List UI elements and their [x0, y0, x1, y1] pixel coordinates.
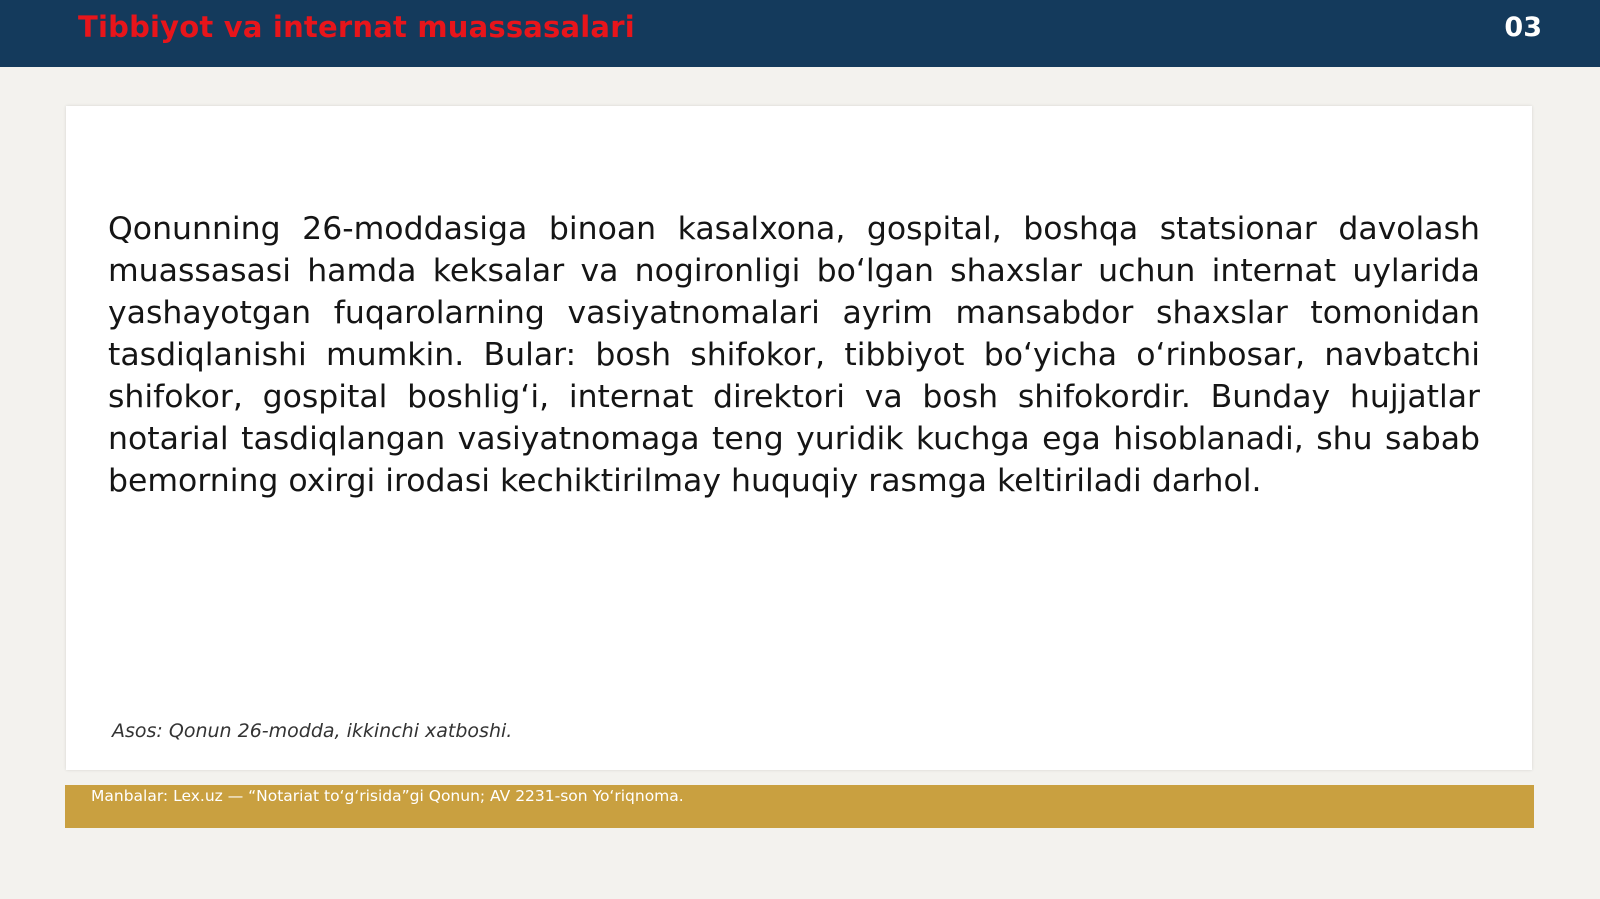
- footer-sources: Manbalar: Lex.uz — “Notariat to‘g‘risida”gi Qonun; AV 2231-son Yo‘riqnoma.: [91, 787, 684, 805]
- content-card: [66, 106, 1532, 770]
- slide-title: Tibbiyot va internat muassasalari: [78, 10, 635, 44]
- source-note: Asos: Qonun 26-modda, ikkinchi xatboshi.: [112, 720, 513, 742]
- body-paragraph: Qonunning 26-moddasiga binoan kasalxona, gospital, boshqa statsionar davolash muassasasi hamda keksalar va nogironligi bo‘lgan shaxslar uchun internat uylarida yashayotgan fuqarolarning vasiyatnomalari ayrim mansabdor shaxslar tomonidan tasdiqlanishi mumkin. Bular: bosh shifokor, tibbiyot bo‘yicha o‘rinbosar, navbatchi shifokor, gospital boshlig‘i, internat direktori va bosh shifokordir. Bunday hujjatlar notarial tasdiqlangan vasiyatnomaga teng yuridik kuchga ega hisoblanadi, shu sabab bemorning oxirgi irodasi kechiktirilmay huquqiy rasmga keltiriladi darhol.: [108, 211, 1480, 499]
- header-bar: [0, 0, 1600, 67]
- footer-bar: [65, 785, 1534, 828]
- slide-number: 03: [1504, 12, 1542, 43]
